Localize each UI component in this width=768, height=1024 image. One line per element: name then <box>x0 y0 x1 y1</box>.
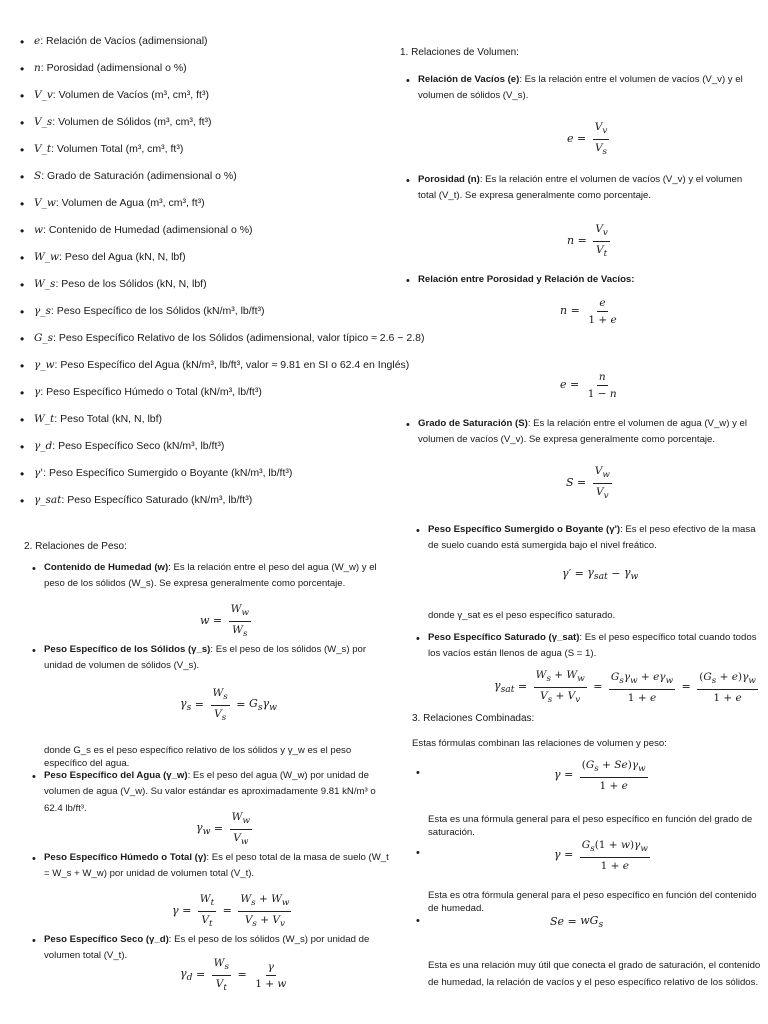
bullet-icon: • <box>20 359 25 373</box>
equation-gamma-d: $\gamma_d$ = $\frac{W_s}{V_t}$ = $\frac{\gamma}{1 + w}$ <box>180 957 287 993</box>
bullet-icon: • <box>20 386 25 400</box>
equation-s: S = $\frac{V_w}{V_v}$ <box>566 465 610 501</box>
equation-gamma-w: $\gamma_w$ = $\frac{W_w}{V_w}$ <box>196 811 250 847</box>
note-combined-humidity: Esta es otra fórmula general para el peso específico en función del contenido de humedad. <box>428 890 757 914</box>
equation-e-from-n: e = $\frac{n}{1 - n}$ <box>560 371 617 401</box>
symbol-description: : Peso Específico Sumergido o Boyante (kN/m³, lb/ft³) <box>43 467 293 479</box>
symbol-text <box>34 223 253 237</box>
term-description: : Es el peso específico total cuando todos los vacíos están llenos de agua (S = 1). <box>428 632 757 660</box>
symbol-description: : Peso Específico Húmedo o Total (kN/m³, lb/ft³) <box>40 386 262 398</box>
symbol-label: γ <box>34 386 41 398</box>
bullet-icon: • <box>20 305 25 319</box>
term-description: : Es el peso de los sólidos (W_s) por unidad de volumen total (V_t). <box>44 934 370 962</box>
symbol-description: : Volumen de Agua (m³, cm³, ft³) <box>55 197 205 209</box>
symbol-description: : Porosidad (adimensional o %) <box>40 62 187 74</box>
bullet-icon: • <box>406 175 410 187</box>
term-description: : Es el peso efectivo de la masa de suelo cuando está sumergida bajo el nivel freático. <box>428 524 756 552</box>
bullet-icon: • <box>32 935 36 947</box>
bullet-icon: • <box>20 440 25 454</box>
symbol-label: S <box>34 170 42 182</box>
symbol-label: W_t <box>34 413 55 425</box>
symbol-text <box>34 358 409 372</box>
item-contenido-humedad <box>32 560 384 593</box>
equation-w: w = $\frac{W_w}{W_s}$ <box>200 603 249 639</box>
bullet-icon: • <box>32 563 36 575</box>
equation-se-wgs: Se = $wG_s$ <box>550 914 604 931</box>
bullet-icon: • <box>406 75 410 87</box>
symbol-text <box>34 466 292 480</box>
section-heading-peso: 2. Relaciones de Peso: <box>24 541 127 552</box>
symbol-label: V_s <box>34 116 53 128</box>
symbol-text <box>34 412 162 426</box>
equation-combined-humidity: γ = $\frac{G_s(1 + w)\gamma_w}{1 + e}$ <box>554 839 648 872</box>
symbol-description: : Grado de Saturación (adimensional o %) <box>41 170 237 182</box>
symbol-label: n <box>34 62 41 74</box>
note-gamma-sat: donde γ_sat es el peso específico saturado. <box>428 610 616 621</box>
bullet-icon: • <box>20 467 25 481</box>
symbol-description: : Relación de Vacíos (adimensional) <box>40 35 208 47</box>
term-label: Grado de Saturación (S) <box>418 418 528 429</box>
symbol-text <box>34 115 212 129</box>
bullet-icon: • <box>20 251 25 265</box>
symbol-text <box>34 34 208 48</box>
bullet-icon: • <box>416 767 420 779</box>
bullet-icon: • <box>416 915 420 927</box>
equation-gamma-prime: γ′ = $\gamma_{sat}$ − $\gamma_w$ <box>562 566 639 583</box>
bullet-icon: • <box>20 332 25 346</box>
term-description: : Es la relación entre el peso del agua (W_w) y el peso de los sólidos (W_s). Se expresa generalmente como porcentaje. <box>44 562 377 590</box>
bullet-icon: • <box>20 116 25 130</box>
item-peso-especifico-saturado <box>416 630 758 663</box>
term-description: : Es la relación entre el volumen de vacíos (V_v) y el volumen total (V_t). Se expresa generalmente como porcentaje. <box>418 174 743 202</box>
term-label: Relación entre Porosidad y Relación de Vacíos: <box>418 274 635 285</box>
symbol-label: W_s <box>34 278 56 290</box>
symbol-text <box>34 304 265 318</box>
equation-gamma: γ = $\frac{W_t}{V_t}$ = $\frac{W_s + W_w}{V_s + V_v}$ <box>172 893 290 929</box>
bullet-icon: • <box>20 35 25 49</box>
term-description: : Es el peso de los sólidos (W_s) por unidad de volumen de sólidos (V_s). <box>44 644 367 672</box>
bullet-icon: • <box>416 633 420 645</box>
item-peso-especifico-total <box>32 850 389 883</box>
symbol-description: : Peso Específico de los Sólidos (kN/m³, lb/ft³) <box>50 305 265 317</box>
symbol-description: : Contenido de Humedad (adimensional o %) <box>43 224 253 236</box>
item-peso-especifico-solidos <box>32 642 384 675</box>
term-label: Peso Específico Seco (γ_d) <box>44 934 169 945</box>
bullet-icon: • <box>20 143 25 157</box>
bullet-icon: • <box>416 847 420 859</box>
term-label: Peso Específico Sumergido o Boyante (γ') <box>428 524 621 535</box>
equation-e: e = $\frac{V_v}{V_s}$ <box>567 121 608 157</box>
bullet-icon: • <box>20 494 25 508</box>
equation-gamma-sat: $\gamma_{sat}$ = $\frac{W_s + W_w}{V_s + V_v}$ = $\frac{G_s\gamma_w + e\gamma_w}{1 + e}$ = $\frac{(G_s + e)\gamma_w}{1 + e}$ <box>494 669 756 705</box>
item-relacion-vacios <box>406 72 758 105</box>
bullet-icon: • <box>20 197 25 211</box>
symbol-description: : Volumen de Sólidos (m³, cm³, ft³) <box>52 116 212 128</box>
equation-gamma-s: $\gamma_s$ = $\frac{W_s}{V_s}$ = $G_s\gamma_w$ <box>180 687 277 723</box>
symbol-label: w <box>34 224 43 236</box>
bullet-icon: • <box>20 170 25 184</box>
symbol-label: V_w <box>34 197 56 209</box>
bullet-icon: • <box>32 645 36 657</box>
term-label: Porosidad (n) <box>418 174 480 185</box>
symbol-description: : Peso de los Sólidos (kN, N, lbf) <box>55 278 207 290</box>
term-description: : Es la relación entre el volumen de agua (V_w) y el volumen de vacíos (V_v). Se expresa generalmente como porcentaje. <box>418 418 747 446</box>
symbol-description: : Peso Específico Saturado (kN/m³, lb/ft³) <box>61 494 253 506</box>
equation-n-from-e: n = $\frac{e}{1 + e}$ <box>560 297 617 327</box>
symbol-text <box>34 439 224 453</box>
symbol-text <box>34 142 183 156</box>
term-label: Peso Específico del Agua (γ_w) <box>44 770 188 781</box>
symbol-description: : Volumen de Vacíos (m³, cm³, ft³) <box>52 89 209 101</box>
symbol-description: : Peso Específico Relativo de los Sólidos (adimensional, valor típico ≈ 2.6 − 2.8) <box>53 332 425 344</box>
bullet-icon: • <box>406 275 410 287</box>
section-heading-combinadas: 3. Relaciones Combinadas: <box>412 713 535 724</box>
symbol-label: W_w <box>34 251 60 263</box>
symbol-text <box>34 61 187 75</box>
item-grado-saturacion <box>406 416 758 449</box>
symbol-text <box>34 196 205 210</box>
symbol-label: V_v <box>34 89 53 101</box>
symbol-description: : Volumen Total (m³, cm³, ft³) <box>51 143 184 155</box>
bullet-icon: • <box>20 224 25 238</box>
term-description: : Es el peso del agua (W_w) por unidad de volumen de agua (V_w). Su valor estándar es aproximadamente 9.81 kN/m³ o 62.4 lb/ft³. <box>44 770 376 814</box>
symbol-text <box>34 88 209 102</box>
symbol-text <box>34 169 237 183</box>
bullet-icon: • <box>416 525 420 537</box>
term-label: Contenido de Humedad (w) <box>44 562 169 573</box>
equation-n: n = $\frac{V_v}{V_t}$ <box>567 223 608 259</box>
symbol-label: γ_s <box>34 305 51 317</box>
symbol-label: e <box>34 35 41 47</box>
note-gs: donde G_s es el peso específico relativo de los sólidos y γ_w es el peso específico del agua. <box>44 745 352 769</box>
symbol-label: γ_w <box>34 359 55 371</box>
symbol-label: γ_d <box>34 440 53 452</box>
item-relacion-porosidad-vacios <box>406 272 758 288</box>
symbol-label: γ_sat <box>34 494 62 506</box>
term-description: : Es la relación entre el volumen de vacíos (V_v) y el volumen de sólidos (V_s). <box>418 74 743 102</box>
item-porosidad <box>406 172 758 205</box>
symbol-text <box>34 385 262 399</box>
section-heading-volumen: 1. Relaciones de Volumen: <box>400 47 519 58</box>
term-description: : Es el peso total de la masa de suelo (W_t = W_s + W_w) por unidad de volumen total (V_t). <box>44 852 389 880</box>
bullet-icon: • <box>32 771 36 783</box>
bullet-icon: • <box>20 278 25 292</box>
symbol-description: : Peso Específico Seco (kN/m³, lb/ft³) <box>52 440 225 452</box>
item-peso-especifico-sumergido <box>416 522 758 555</box>
term-label: Peso Específico Saturado (γ_sat) <box>428 632 580 643</box>
equation-combined-saturation: γ = $\frac{(G_s + Se)\gamma_w}{1 + e}$ <box>554 759 646 792</box>
note-combined-saturation: Esta es una fórmula general para el peso específico en función del grado de saturación. <box>428 814 753 838</box>
symbol-text <box>34 493 252 507</box>
symbol-text <box>34 250 186 264</box>
symbol-label: V_t <box>34 143 52 155</box>
bullet-icon: • <box>20 62 25 76</box>
bullet-icon: • <box>20 89 25 103</box>
symbol-description: : Peso del Agua (kN, N, lbf) <box>59 251 186 263</box>
intro-combinadas: Estas fórmulas combinan las relaciones de volumen y peso: <box>412 738 667 749</box>
bullet-icon: • <box>20 413 25 427</box>
symbol-description: : Peso Total (kN, N, lbf) <box>54 413 163 425</box>
bullet-icon: • <box>406 419 410 431</box>
note-se-wgs: Esta es una relación muy útil que conecta el grado de saturación, el contenido de humedad, la relación de vacíos y el peso específico relativo de los sólidos. <box>428 960 761 988</box>
symbol-label: γ' <box>34 467 44 479</box>
term-label: Peso Específico de los Sólidos (γ_s) <box>44 644 211 655</box>
term-label: Peso Específico Húmedo o Total (γ) <box>44 852 207 863</box>
symbol-description: : Peso Específico del Agua (kN/m³, lb/ft³, valor ≈ 9.81 en SI o 62.4 en Inglés) <box>54 359 410 371</box>
bullet-icon: • <box>32 853 36 865</box>
symbol-text <box>34 277 207 291</box>
symbol-label: G_s <box>34 332 54 344</box>
symbol-text <box>34 331 424 345</box>
term-label: Relación de Vacíos (e) <box>418 74 520 85</box>
